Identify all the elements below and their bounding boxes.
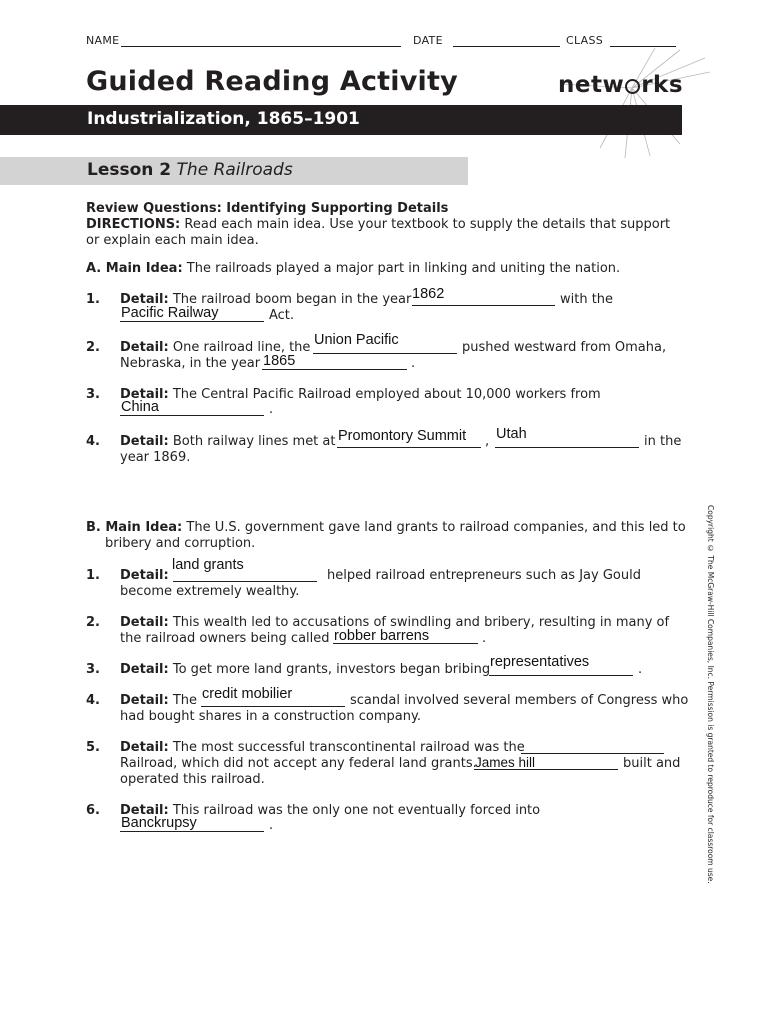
answer-b2-1: robber barrens	[334, 628, 430, 644]
main-idea-b-text: The U.S. government gave land grants to railroad companies, and this led to	[186, 520, 686, 535]
answer-b1-1: land grants	[172, 557, 244, 573]
answer-b3-1: representatives	[490, 654, 590, 670]
answer-b5-1: James hill	[475, 755, 536, 770]
main-idea-a-text: The railroads played a major part in linking and uniting the nation.	[186, 261, 621, 276]
detail-number: 5.	[86, 740, 100, 755]
detail-number: 4.	[86, 693, 100, 708]
networks-logo	[558, 72, 683, 98]
answer-blank[interactable]	[201, 706, 345, 707]
detail-number: 2.	[86, 340, 100, 355]
date-field[interactable]	[453, 46, 560, 47]
detail-text: operated this railroad.	[120, 772, 265, 787]
detail-number: 6.	[86, 803, 100, 818]
detail-number: 1.	[86, 568, 100, 583]
answer-blank[interactable]	[521, 753, 664, 754]
detail-label: Detail:	[120, 662, 169, 677]
detail-label: Detail:	[120, 803, 169, 818]
answer-a4-2: Utah	[496, 426, 527, 442]
name-field[interactable]	[121, 46, 401, 47]
detail-text: The Central Pacific Railroad employed about 10,000 workers from	[172, 387, 601, 402]
answer-blank[interactable]	[173, 581, 317, 582]
detail-text: .	[269, 402, 274, 417]
detail-text: Both railway lines met at	[172, 434, 336, 449]
detail-text: One railroad line, the	[172, 340, 311, 355]
detail-number: 4.	[86, 434, 100, 449]
answer-blank[interactable]	[120, 415, 264, 416]
detail-text: To get more land grants, investors began bribing	[172, 662, 491, 677]
networks-logo-burst	[540, 48, 720, 160]
detail-text: The most successful transcontinental railroad was the	[172, 740, 525, 755]
directions-label: DIRECTIONS:	[86, 217, 181, 232]
answer-a2-1: Union Pacific	[314, 332, 399, 348]
brand-text-post: rks	[641, 72, 684, 98]
detail-text: Nebraska, in the year	[120, 356, 261, 371]
detail-text: pushed westward from Omaha,	[462, 340, 667, 355]
detail-number: 2.	[86, 615, 100, 630]
answer-a1-2: Pacific Railway	[121, 305, 219, 321]
main-idea-a-label: A. Main Idea:	[86, 261, 183, 276]
lesson-name: The Railroads	[176, 160, 293, 180]
main-idea-b	[86, 520, 686, 536]
detail-text: scandal involved several members of Congress who	[350, 693, 689, 708]
lesson-heading	[87, 160, 293, 180]
detail-number: 1.	[86, 292, 100, 307]
detail-text: This wealth led to accusations of swindling and bribery, resulting in many of	[172, 615, 670, 630]
detail-b4-line1	[120, 693, 197, 709]
answer-b4-1: credit mobilier	[202, 686, 293, 702]
answer-b6-1: Banckrupsy	[121, 815, 197, 831]
detail-a3-line1	[120, 387, 601, 403]
detail-text: built and	[623, 756, 681, 771]
unit-title: Industrialization, 1865–1901	[87, 109, 360, 129]
name-label: NAME	[86, 34, 120, 47]
page-title: Guided Reading Activity	[86, 66, 458, 97]
detail-text: in the	[644, 434, 682, 449]
detail-label: Detail:	[120, 740, 169, 755]
answer-blank[interactable]	[313, 353, 457, 354]
detail-text: The railroad boom began in the year	[172, 292, 412, 307]
detail-label: Detail:	[120, 387, 169, 402]
main-idea-b-label: B. Main Idea:	[86, 520, 183, 535]
answer-blank[interactable]	[262, 369, 407, 370]
answer-a3-1: China	[121, 399, 159, 415]
answer-blank[interactable]	[412, 305, 555, 306]
directions	[86, 217, 670, 233]
detail-text: .	[411, 356, 416, 371]
class-label: CLASS	[566, 34, 604, 47]
answer-a1-1: 1862	[412, 286, 445, 302]
detail-label: Detail:	[120, 568, 169, 583]
answer-blank[interactable]	[495, 447, 639, 448]
detail-text: The	[172, 693, 198, 708]
brand-text-pre: netw	[558, 72, 625, 98]
detail-b3-line1	[120, 662, 490, 678]
detail-label: Detail:	[120, 693, 169, 708]
detail-text: had bought shares in a construction company.	[120, 709, 421, 724]
detail-b5-line1	[120, 740, 525, 756]
review-heading: Review Questions: Identifying Supporting Details	[86, 201, 449, 216]
answer-blank[interactable]	[337, 447, 481, 448]
main-idea-b-text-2: bribery and corruption.	[105, 536, 256, 551]
class-field[interactable]	[610, 46, 676, 47]
lesson-number: Lesson 2	[87, 160, 172, 180]
copyright-notice: Copyright © The McGraw-Hill Companies, Inc. Permission is granted to reproduce for classroom use.	[706, 505, 715, 884]
detail-number: 3.	[86, 662, 100, 677]
detail-text: This railroad was the only one not eventually forced into	[172, 803, 541, 818]
answer-blank[interactable]	[120, 321, 264, 322]
answer-blank[interactable]	[489, 675, 633, 676]
answer-a2-2: 1865	[263, 353, 296, 369]
detail-a4-line1	[120, 434, 335, 450]
detail-label: Detail:	[120, 434, 169, 449]
detail-text: .	[269, 818, 274, 833]
detail-text: the railroad owners being called	[120, 631, 330, 646]
detail-text: Act.	[269, 308, 295, 323]
brand-o-icon	[625, 79, 640, 94]
detail-text: ,	[485, 434, 490, 449]
detail-number: 3.	[86, 387, 100, 402]
detail-label: Detail:	[120, 292, 169, 307]
answer-blank[interactable]	[120, 831, 264, 832]
detail-label: Detail:	[120, 615, 169, 630]
detail-text: become extremely wealthy.	[120, 584, 300, 599]
main-idea-a	[86, 261, 620, 277]
directions-text-2: or explain each main idea.	[86, 233, 259, 248]
detail-text: with the	[560, 292, 614, 307]
date-label: DATE	[413, 34, 443, 47]
detail-text: .	[638, 662, 643, 677]
detail-label: Detail:	[120, 340, 169, 355]
answer-a4-1: Promontory Summit	[338, 428, 467, 444]
directions-text-1: Read each main idea. Use your textbook to supply the details that support	[184, 217, 671, 232]
detail-text: Railroad, which did not accept any federal land grants.	[120, 756, 477, 771]
detail-text: .	[482, 631, 487, 646]
detail-text: helped railroad entrepreneurs such as Jay Gould	[327, 568, 641, 583]
detail-text: year 1869.	[120, 450, 191, 465]
